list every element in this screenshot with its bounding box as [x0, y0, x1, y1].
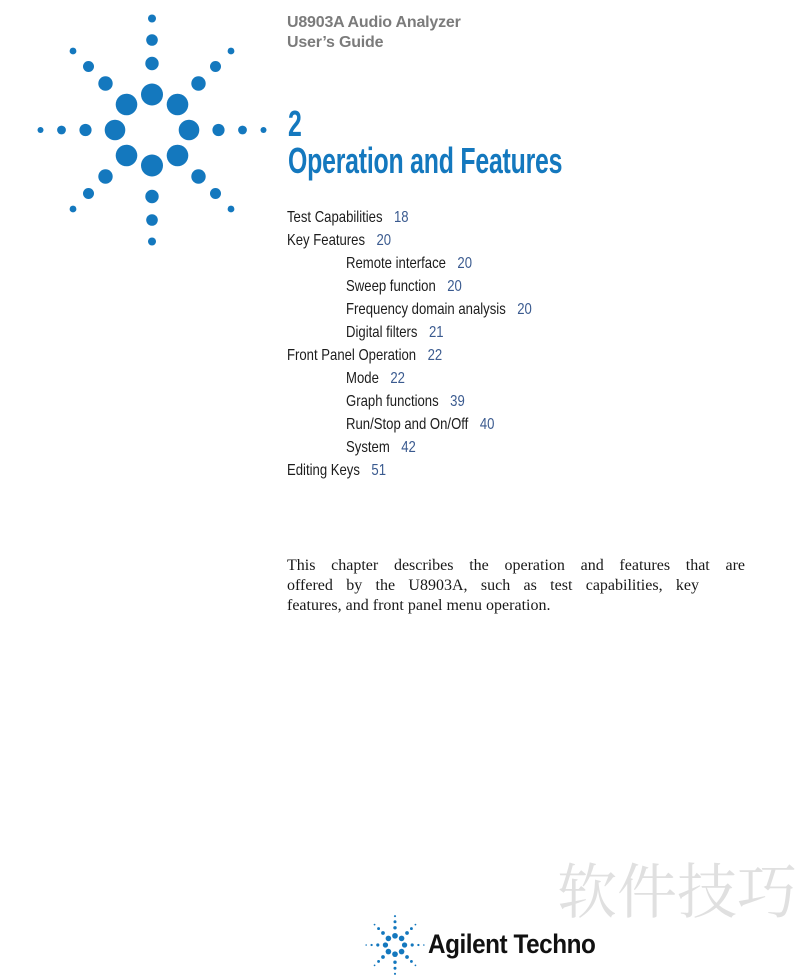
- toc-entry[interactable]: [287, 229, 681, 252]
- paragraph-line: offered by the U8903A, such as test capabilities, key: [287, 577, 699, 594]
- toc-label: Editing Keys: [287, 462, 360, 479]
- table-of-contents: [287, 206, 767, 482]
- toc-entry[interactable]: [287, 206, 681, 229]
- doc-subtitle: User’s Guide: [287, 34, 384, 51]
- toc-label: Remote interface: [346, 255, 446, 272]
- doc-title: U8903A Audio Analyzer: [287, 14, 461, 31]
- toc-label: Frequency domain analysis: [346, 301, 506, 318]
- toc-entry[interactable]: [287, 275, 681, 298]
- toc-page-number: 20: [457, 255, 473, 272]
- toc-entry[interactable]: [287, 298, 681, 321]
- toc-entry[interactable]: [287, 390, 681, 413]
- toc-label: Front Panel Operation: [287, 347, 417, 364]
- paragraph-line: features, and front panel menu operation.: [287, 597, 551, 614]
- footer-brand-text: Agilent Techno: [428, 931, 596, 959]
- watermark-text: 软件技巧: [557, 859, 797, 926]
- toc-label: Run/Stop and On/Off: [346, 416, 469, 433]
- toc-entry[interactable]: [287, 367, 681, 390]
- toc-label: Sweep function: [346, 278, 436, 295]
- toc-page-number: 51: [371, 462, 387, 479]
- toc-entry[interactable]: [287, 252, 681, 275]
- toc-label: Digital filters: [346, 324, 418, 341]
- toc-label: Mode: [346, 370, 379, 387]
- toc-label: Key Features: [287, 232, 366, 249]
- toc-page-number: 22: [427, 347, 443, 364]
- paragraph-line: This chapter describes the operation and features that are: [287, 557, 745, 574]
- toc-page-number: 42: [401, 439, 416, 456]
- toc-page-number: 20: [517, 301, 532, 318]
- footer-agilent-logo-icon: [365, 915, 425, 975]
- chapter-number: 2: [288, 103, 302, 144]
- toc-label: System: [346, 439, 390, 456]
- footer-brand-clip: [428, 931, 609, 960]
- toc-entry[interactable]: [287, 459, 681, 482]
- toc-label: Graph functions: [346, 393, 439, 410]
- agilent-logo-icon: [36, 14, 268, 246]
- toc-entry[interactable]: [287, 413, 681, 436]
- toc-page-number: 20: [376, 232, 392, 249]
- chapter-title: Operation and Features: [288, 140, 563, 181]
- toc-page-number: 39: [450, 393, 465, 410]
- toc-page-number: 21: [428, 324, 444, 341]
- toc-page-number: 18: [394, 209, 409, 226]
- toc-page-number: 20: [447, 278, 462, 295]
- body-paragraph: [287, 556, 745, 616]
- toc-entry[interactable]: [287, 321, 681, 344]
- document-header: [287, 13, 461, 53]
- toc-page-number: 22: [390, 370, 405, 387]
- toc-entry[interactable]: [287, 436, 681, 459]
- toc-entry[interactable]: [287, 344, 681, 367]
- toc-label: Test Capabilities: [287, 209, 383, 226]
- toc-page-number: 40: [479, 416, 495, 433]
